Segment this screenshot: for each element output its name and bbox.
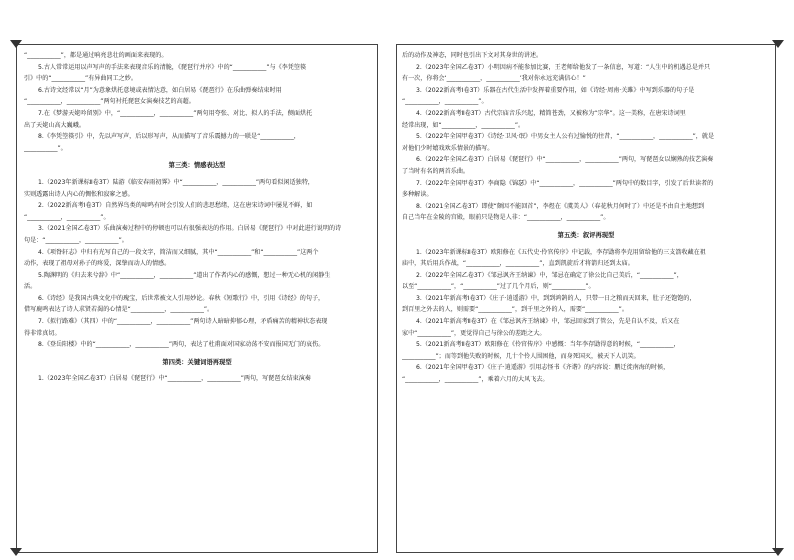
text-line: 了当时有名的两首乐曲。 — [402, 167, 470, 175]
corner-marker — [10, 40, 22, 48]
question-8: 8.（2021全国乙卷3T）即使“颇因不能回首”，李煜在《虞美人》（春花秋月何时了）中还是不由自主地想到 — [416, 202, 705, 210]
question-5: 5.（2022年全国甲卷3T）《诗经·卫风·氓》中男女主人公有过愉悦的往昔，“___________，___________”，就是 — [416, 133, 715, 141]
text-line: ___________”。 — [24, 144, 67, 152]
question-3: 3.（2021全国乙卷3T）乐曲演奏过程中的停顿也可以有很强表达的作用。白居易《琵琶行》中对此进行说明的诗 — [38, 225, 342, 233]
text-line: 得非常真切。 — [24, 329, 61, 337]
text-line: “___________，___________”。 — [402, 98, 488, 106]
question-8: 8.《登岳阳楼》中的“___________，___________”两句，表达了杜甫面对国家动荡不安而报国无门的哀伤。 — [38, 341, 325, 349]
text-line: “___________”，都是通过响亮悲壮的画面来表现的。 — [24, 52, 168, 59]
question-2: 2.（2022年全国乙卷3T）《邹忌讽齐王纳谏》中，邹忌在确定了徐公比自己美后，“___________”， — [416, 271, 683, 279]
text-line: “___________，___________”。 — [24, 213, 110, 221]
section-heading-4: 第四类：关键词语再现型 — [162, 358, 232, 366]
question-7: 7.《拟行路难》（其四）中的“___________，___________”两句诗人暗暗抑郁心理，矛盾痛苦的精神状态表现 — [38, 318, 328, 326]
text-line: 家中“___________”，更觉得自己与徐公的差距之大。 — [402, 329, 546, 337]
text-line: 实则透露出诗人内心的惆怅和寂寥之感。 — [24, 190, 134, 198]
question-1: 1.（2023年新课标Ⅱ卷3T）欧阳修在《五代史·伶官传序》中记载，李存勖将李克用留给他的三支箭收藏在祖 — [416, 248, 706, 256]
question-4: 4.（2022新高考Ⅱ卷3T）古代宗庙音乐兴起，精简苍劲，又被称为“宗华”。这一美称，在唐宋诗词里 — [416, 109, 686, 117]
section-heading-3: 第三类：情感表达型 — [168, 162, 226, 170]
question-7: 7.（2022年全国甲卷3T）李商隐《锦瑟》中“___________，___________”两句中的数目字，引发了后世读者的 — [416, 179, 714, 187]
question-6: 6.（2022年全国乙卷3T）白居易《琵琶行》中“___________，___________”两句，写琵琶女以娴熟的技艺演奏 — [416, 156, 714, 164]
corner-marker — [772, 40, 784, 48]
question-3: 3.（2022新高考Ⅰ卷3T）乐器在古代生活中发挥着重要作用，如《诗经·周南·关雎》中写到乐器的句子是 — [416, 86, 695, 94]
question-6: 6.（2021年全国甲卷3T）《庄子·逍遥游》引用志怪书《齐谐》的内容说：鹏迁徙南海的时候， — [416, 364, 670, 372]
section-heading-5: 第五类：叙评再现型 — [557, 231, 615, 239]
text-line: 动作，表现了祖母对孙子的疼爱，深挚而动人的情感。 — [24, 260, 171, 268]
text-line: 经常出现，如“___________，___________”。 — [402, 121, 525, 129]
question-5: 5.古人常常运用以声写声的手法来表现音乐的清脆，《琵琶行并序》中的“___________”与《李凭箜篌 — [38, 63, 307, 71]
question-4: 4.（2021年新高考Ⅱ卷3T）在《邹忌讽齐王纳谏》中，邹忌回家到了管公，先是自认不及，后又在 — [416, 318, 680, 326]
question-8: 8.《李凭箜篌引》中，先以声写声，后以形写声，从而描写了音乐震撼力的一联是“___________， — [38, 133, 300, 141]
question-2: 2.（2023年全国乙卷3T）小明因病不能参加比赛，王老师给他发了一条信息，写道：“人生中的机遇总是并只 — [416, 63, 711, 71]
text-line: 出了天姥山高大巍峨。 — [24, 121, 85, 129]
text-line: 借写鹿鸣表达了诗人求贤若渴的心情是“___________，___________”。 — [24, 306, 214, 314]
text-line: 活。 — [24, 283, 37, 291]
text-line: “___________，___________”，乘着六月的大风飞去。 — [402, 376, 549, 384]
question-5: 5.陶渊明的《归去来兮辞》中“___________，___________”道出了作者内心的感慨，想过一种无心机的闲静生 — [38, 271, 331, 279]
left-column — [24, 50, 370, 385]
text-line: 到百里之外去的人，则需要“___________”，到千里之外的人，需要“___________”。 — [402, 306, 628, 314]
question-5: 5.（2021新高考Ⅱ卷3T）欧阳修在《伶官传序》中感慨：当年李存勖得意的时候，“___________， — [416, 341, 680, 349]
right-column — [402, 50, 770, 386]
question-2: 2.（2022新高考Ⅰ卷3T）自然界鸟类的啼鸣有时会引发人们的悲思愁绪，这在唐宋诗词中屡见不鲜，如 — [38, 202, 313, 210]
text-line: “___________，___________”两句衬托琵琶女演奏技艺的高超。 — [24, 98, 195, 106]
text-line: 庙中，其后用兵作战，“___________，___________”，直到凯旋后才将箭归还到太庙。 — [402, 260, 634, 268]
corner-marker — [10, 548, 22, 556]
question-3: 3.（2021年新高考Ⅰ卷3T）《庄子·逍遥游》中，到到鸿鹄的人，只带一日之粮而天回来，肚子还饱饱的， — [416, 294, 696, 302]
text-line: 自己当年在金陵的宫殿，眼前只是物是人非：“___________，___________”。 — [402, 214, 610, 222]
question-1: 1.（2023年新课标Ⅱ卷3T）陆游《临安春雨初霁》中“___________，___________”两句看似闲适独特， — [38, 178, 314, 186]
question-6: 6.古诗文经常以“月”为意象烘托意境或表情达意，如白居易《琵琶行》在乐曲弹奏结束时用 — [38, 86, 282, 94]
question-4: 4.《项脊轩志》中归有光写自己的一段文字，简洁而又细腻，其中“___________”和“___________”这两个 — [38, 248, 319, 256]
question-6: 6.《诗经》是我国古典文化中的瑰宝，后世常被文人引用妙论。春秋《短歌行》中，引用《诗经》的句子， — [38, 294, 325, 302]
question-7: 7.在《梦游天姥吟留别》中，“___________，___________”两句用夸张、对比、拟人的手法，侧面烘托 — [38, 109, 313, 117]
text-line: 后的动作及神态，同时也引出下文对其身世的讲述。 — [402, 52, 543, 59]
text-line: 多种解读。 — [402, 191, 433, 199]
text-line: ___________”；而等到他失败的时候，几十个伶人围困他，而身死国灭，被天下人讥笑。 — [402, 352, 640, 360]
text-line: 以至“___________”，“___________”过了几个月后，则“___________”。 — [402, 283, 595, 291]
question-1: 1.（2023年全国乙卷3T）白居易《琵琶行》中“___________，___________”两句，写琵琶女结束演奏 — [38, 375, 311, 383]
text-line: 句是：“___________，___________”。 — [24, 236, 128, 244]
corner-marker — [772, 548, 784, 556]
text-line: 有一次，你将会‘___________，___________’我对你永远充满信心！” — [402, 75, 586, 83]
text-line: 引》中的“___________”有异曲同工之妙。 — [24, 75, 137, 83]
text-line: 对他们少时嬉戏欢乐情景的描写。 — [402, 144, 494, 152]
